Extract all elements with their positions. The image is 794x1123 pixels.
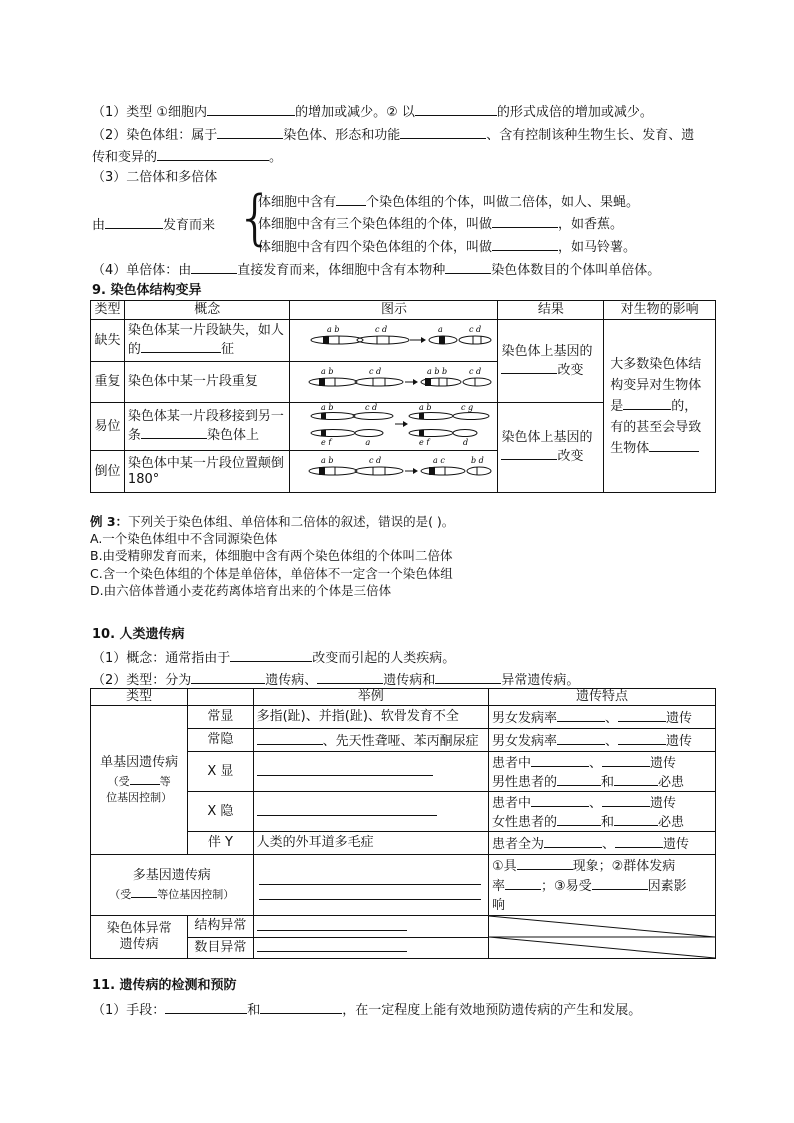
disease-concept-line — [92, 648, 455, 667]
label: e f — [419, 438, 430, 445]
diploid-line — [258, 192, 639, 211]
label: a b — [321, 403, 334, 412]
row-translocation-concept — [124, 403, 290, 451]
f-text: 男女发病率 — [491, 710, 557, 726]
set-text-e: 。 — [269, 150, 283, 165]
blank[interactable] — [157, 147, 269, 161]
f-text: 、 — [588, 795, 602, 811]
types-text-b: 遗传病、 — [265, 673, 318, 688]
blank[interactable] — [649, 438, 699, 452]
blank[interactable] — [614, 772, 658, 786]
single-gene-label: 单基因遗传病 — [100, 754, 179, 770]
tetraploid-text-b: ，如马铃薯。 — [558, 240, 637, 255]
set-text-a: （2）染色体组：属于 — [92, 128, 218, 143]
arrow-icon — [403, 421, 408, 427]
concept-text-a: （1）概念：通常指由于 — [92, 651, 231, 666]
haploid-line — [92, 260, 660, 279]
autosomal-recessive: 常隐 — [188, 729, 253, 752]
prev-text-a: （1）手段： — [92, 1003, 166, 1018]
chrom-label-b: 遗传病 — [119, 937, 159, 952]
label: g — [365, 438, 371, 445]
header-example: 举例 — [253, 689, 488, 706]
from-text-a: 由 — [92, 218, 106, 233]
header-result: 结果 — [498, 301, 604, 320]
blank[interactable] — [557, 708, 605, 722]
blank[interactable] — [257, 731, 323, 745]
label: c d — [375, 325, 388, 334]
diagonal-slash — [489, 916, 715, 958]
section-10-title: 10. 人类遗传病 — [92, 627, 185, 642]
f-text: 患者全为 — [491, 836, 544, 852]
blank[interactable] — [557, 812, 601, 826]
f-text: 遗传 — [650, 795, 677, 811]
tetraploid-line — [258, 237, 636, 256]
example-polygenic[interactable] — [253, 855, 488, 916]
f-text: 遗传 — [666, 710, 693, 726]
label: b d — [471, 456, 485, 465]
label: a c — [433, 456, 446, 465]
inversion-diagram — [290, 451, 498, 493]
blank[interactable] — [207, 102, 295, 116]
f-text: 、 — [604, 710, 618, 726]
blank[interactable] — [517, 856, 573, 870]
blank[interactable] — [257, 938, 407, 952]
single-gene-cell — [91, 706, 188, 855]
feature-ar — [488, 729, 715, 752]
example-3-stem: 例 3：下列关于染色体组、单倍体和二倍体的叙述，错误的是( )。 — [90, 514, 455, 529]
blank[interactable] — [259, 885, 481, 900]
row-inversion-concept: 染色体中某一片段位置颠倒 180° — [124, 451, 290, 493]
blank[interactable] — [501, 446, 557, 460]
haploid-text-b: 直接发育而来，体细胞中含有本物种 — [237, 263, 446, 278]
types-text-d: 异常遗传病。 — [501, 673, 580, 688]
deletion-diagram — [290, 320, 498, 362]
label: c d — [369, 456, 382, 465]
set-text-b: 染色体、形态和功能 — [283, 128, 401, 143]
option-c[interactable]: C.含一个染色体组的个体是单倍体，单倍体不一定含一个染色体组 — [90, 566, 453, 581]
f-text: 患者中 — [491, 755, 531, 771]
chromosomal-cell — [91, 916, 188, 959]
blank[interactable] — [230, 648, 312, 662]
structural-abnormal: 结构异常 — [188, 916, 253, 938]
concept-text: 染色体某一片段缺失，如人的 — [127, 323, 284, 357]
blank[interactable] — [130, 771, 160, 785]
row-inversion-type: 倒位 — [91, 451, 125, 493]
option-b[interactable]: B.由受精卵发育而来，体细胞中含有两个染色体组的个体叫二倍体 — [90, 548, 453, 563]
polygenic-cell — [91, 855, 254, 916]
blank[interactable] — [217, 125, 283, 139]
blank[interactable] — [614, 812, 658, 826]
polygenic-label: 多基因遗传病 — [132, 867, 211, 883]
triploid-line — [258, 214, 623, 233]
pf-text: 现象；②群体发病 — [572, 858, 676, 874]
pf-text: ；③易受 — [540, 878, 592, 894]
blank[interactable] — [592, 876, 648, 890]
feature-xr — [488, 792, 715, 832]
chromosome-set-line — [92, 125, 694, 144]
example-number[interactable] — [253, 937, 488, 959]
header-diagram: 图示 — [290, 301, 498, 320]
result-text: 染色体上基因的 — [501, 430, 593, 445]
types-text-a: （2）类型：分为 — [92, 673, 192, 688]
effect-text: 大多数染色体结构变异对生物体是 — [610, 356, 702, 414]
label: c d — [469, 325, 482, 334]
arrow-icon — [413, 379, 418, 385]
prevention-line — [92, 1000, 641, 1019]
blank[interactable] — [531, 793, 589, 807]
blank[interactable] — [105, 215, 163, 229]
set-text-d: 传和变异的 — [92, 150, 158, 165]
feature-polygenic — [488, 855, 715, 916]
blank[interactable] — [400, 125, 486, 139]
blank[interactable] — [445, 260, 491, 274]
blank[interactable] — [191, 670, 265, 684]
blank[interactable] — [618, 708, 666, 722]
chromosome-set-line-2 — [92, 147, 282, 166]
option-a[interactable]: A.一个染色体组中不含同源染色体 — [90, 531, 278, 546]
effect-cell — [604, 320, 716, 493]
blank[interactable] — [615, 834, 663, 848]
f-text: 遗传 — [666, 733, 693, 749]
f-text: 必患 — [658, 774, 685, 790]
arrow-icon — [413, 468, 418, 474]
row-deletion-type: 缺失 — [91, 320, 125, 362]
blank[interactable] — [257, 762, 433, 776]
concept-text: 征 — [220, 342, 234, 357]
triploid-text-b: ，如香蕉。 — [558, 217, 624, 232]
concept-text-b: 改变而引起的人类疾病。 — [312, 651, 456, 666]
example-y: 人类的外耳道多毛症 — [253, 832, 488, 855]
pf-text: ①具 — [491, 858, 517, 874]
prev-text-b: 和 — [247, 1003, 261, 1018]
chrom-label-a: 染色体异常 — [106, 921, 172, 936]
feature-chromosomal-na — [488, 916, 715, 959]
label: a b b — [427, 366, 448, 376]
blank[interactable] — [623, 396, 671, 410]
label: e f — [321, 438, 332, 445]
blank[interactable] — [492, 214, 558, 228]
translocation-diagram-svg — [293, 403, 493, 445]
from-line — [92, 215, 215, 234]
label: c g — [461, 403, 474, 412]
blank[interactable] — [141, 425, 207, 439]
duplication-diagram — [290, 362, 498, 403]
pf-text: 率 — [491, 878, 505, 894]
feature-xd — [488, 752, 715, 792]
label: d — [463, 438, 469, 445]
f-text: 患者中 — [491, 795, 531, 811]
feature-ad — [488, 706, 715, 729]
blank[interactable] — [492, 237, 558, 251]
section-9-title: 9. 染色体结构变异 — [92, 283, 202, 298]
structure-variation-table — [90, 300, 716, 493]
note-text: 等 — [159, 774, 171, 788]
f-text: 必患 — [658, 814, 685, 830]
label: c d — [365, 403, 378, 412]
diploid-polyploid-heading: （3）二倍体和多倍体 — [92, 170, 218, 185]
haploid-text-a: （4）单倍体：由 — [92, 263, 192, 278]
pf-text: 因素影 — [647, 878, 687, 894]
blank[interactable] — [501, 360, 557, 374]
blank[interactable] — [531, 753, 589, 767]
note-text: （受 — [107, 774, 130, 788]
poly-text: （受 — [109, 887, 132, 901]
translocation-diagram — [290, 403, 498, 451]
blank[interactable] — [317, 670, 383, 684]
label: a b — [327, 325, 340, 334]
concept-text: 染色体某一片段移接到另一条 — [127, 409, 284, 443]
row-translocation-type: 易位 — [91, 403, 125, 451]
blank[interactable] — [557, 772, 601, 786]
header-effect: 对生物的影响 — [604, 301, 716, 320]
diploid-text-a: 体细胞中含有 — [258, 195, 337, 210]
label: a b — [321, 366, 334, 376]
label: c d — [369, 366, 382, 376]
duplication-diagram-svg — [293, 365, 493, 395]
genetic-disease-table — [90, 688, 716, 959]
f-text: 和 — [600, 774, 614, 790]
header-category: 类型 — [91, 689, 188, 706]
autosomal-dominant: 常显 — [188, 706, 253, 729]
f-text: 女性患者的 — [491, 814, 557, 830]
example-struct[interactable] — [253, 916, 488, 938]
example-ar — [253, 729, 488, 752]
result-gene-order — [498, 403, 604, 493]
blank[interactable] — [257, 802, 437, 816]
f-text: 遗传 — [663, 836, 690, 852]
band-icon — [323, 336, 329, 344]
stem-rest: 下列关于染色体组、单倍体和二倍体的叙述，错误的是( )。 — [128, 514, 455, 529]
result-gene-count — [498, 320, 604, 403]
header-feature: 遗传特点 — [488, 689, 715, 706]
type-line — [92, 102, 653, 121]
section-11-title: 11. 遗传病的检测和预防 — [92, 978, 237, 993]
type-text-c: 的形式成倍的增加或减少。 — [496, 105, 653, 120]
blank[interactable] — [415, 102, 497, 116]
feature-y — [488, 832, 715, 855]
f-text: 、 — [601, 836, 615, 852]
f-text: 男性患者的 — [491, 774, 557, 790]
brace-icon: { — [236, 183, 275, 253]
blank[interactable] — [557, 731, 605, 745]
f-text: 遗传 — [650, 755, 677, 771]
arrow-icon — [421, 337, 426, 343]
diploid-text-b: 个染色体组的个体，叫做二倍体，如人、果蝇。 — [366, 195, 640, 210]
ex-text: 、先天性聋哑、苯丙酮尿症 — [322, 733, 479, 749]
inversion-diagram-svg — [293, 454, 493, 484]
blank[interactable] — [131, 884, 157, 898]
blank[interactable] — [141, 339, 221, 353]
row-duplication-type: 重复 — [91, 362, 125, 403]
header-blank — [188, 689, 253, 706]
blank[interactable] — [259, 870, 481, 885]
deletion-diagram-svg — [293, 323, 493, 353]
result-text: 改变 — [557, 362, 584, 378]
result-text: 染色体上基因的 — [501, 343, 593, 359]
example-xd[interactable] — [253, 752, 488, 792]
label: a b — [321, 456, 334, 465]
blank[interactable] — [257, 917, 407, 931]
f-text: 男女发病率 — [491, 733, 557, 749]
blank[interactable] — [435, 670, 501, 684]
from-text-b: 发育而来 — [163, 218, 216, 233]
row-deletion-concept — [124, 320, 290, 362]
triploid-text-a: 体细胞中含有三个染色体组的个体，叫做 — [258, 217, 493, 232]
blank[interactable] — [618, 731, 666, 745]
tetraploid-text-a: 体细胞中含有四个染色体组的个体，叫做 — [258, 240, 493, 255]
f-text: 和 — [600, 814, 614, 830]
blank[interactable] — [602, 793, 650, 807]
blank[interactable] — [260, 1000, 342, 1014]
concept-text: 染色体上 — [206, 428, 259, 443]
x-dominant: X 显 — [188, 752, 253, 792]
option-d[interactable]: D.由六倍体普通小麦花药离体培育出来的个体是三倍体 — [90, 583, 392, 598]
effect-text: 的，有的甚至会导致生物体 — [610, 398, 702, 456]
blank[interactable] — [191, 260, 237, 274]
f-text: 、 — [588, 755, 602, 771]
type-text-a: （1）类型 ①细胞内 — [92, 105, 208, 120]
type-text-b: 的增加或减少。② 以 — [295, 105, 415, 120]
x-recessive: X 隐 — [188, 792, 253, 832]
poly-text: 等位基因控制） — [157, 887, 235, 901]
result-text: 改变 — [557, 449, 584, 464]
header-concept: 概念 — [124, 301, 290, 320]
set-text-c: 、含有控制该种生物生长、发育、遗 — [486, 128, 695, 143]
pf-text: 响 — [491, 897, 505, 913]
blank[interactable] — [505, 876, 541, 890]
disease-types-line — [92, 670, 579, 689]
f-text: 、 — [604, 733, 618, 749]
label: c d — [469, 366, 482, 376]
haploid-text-c: 染色体数目的个体叫单倍体。 — [491, 263, 661, 278]
blank[interactable] — [544, 834, 602, 848]
blank[interactable] — [336, 192, 366, 206]
prev-text-c: ，在一定程度上能有效地预防遗传病的产生和发展。 — [342, 1003, 642, 1018]
y-linked: 伴 Y — [188, 832, 253, 855]
blank[interactable] — [165, 1000, 247, 1014]
types-text-c: 遗传病和 — [383, 673, 436, 688]
numerical-abnormal: 数目异常 — [188, 937, 253, 959]
note-text: 位基因控制） — [106, 790, 173, 804]
example-ad: 多指(趾)、并指(趾)、软骨发育不全 — [253, 706, 488, 729]
header-type: 类型 — [91, 301, 125, 320]
example-xr[interactable] — [253, 792, 488, 832]
row-duplication-concept: 染色体中某一片段重复 — [124, 362, 290, 403]
label: a b — [419, 403, 432, 412]
label: a — [438, 325, 444, 334]
blank[interactable] — [602, 753, 650, 767]
